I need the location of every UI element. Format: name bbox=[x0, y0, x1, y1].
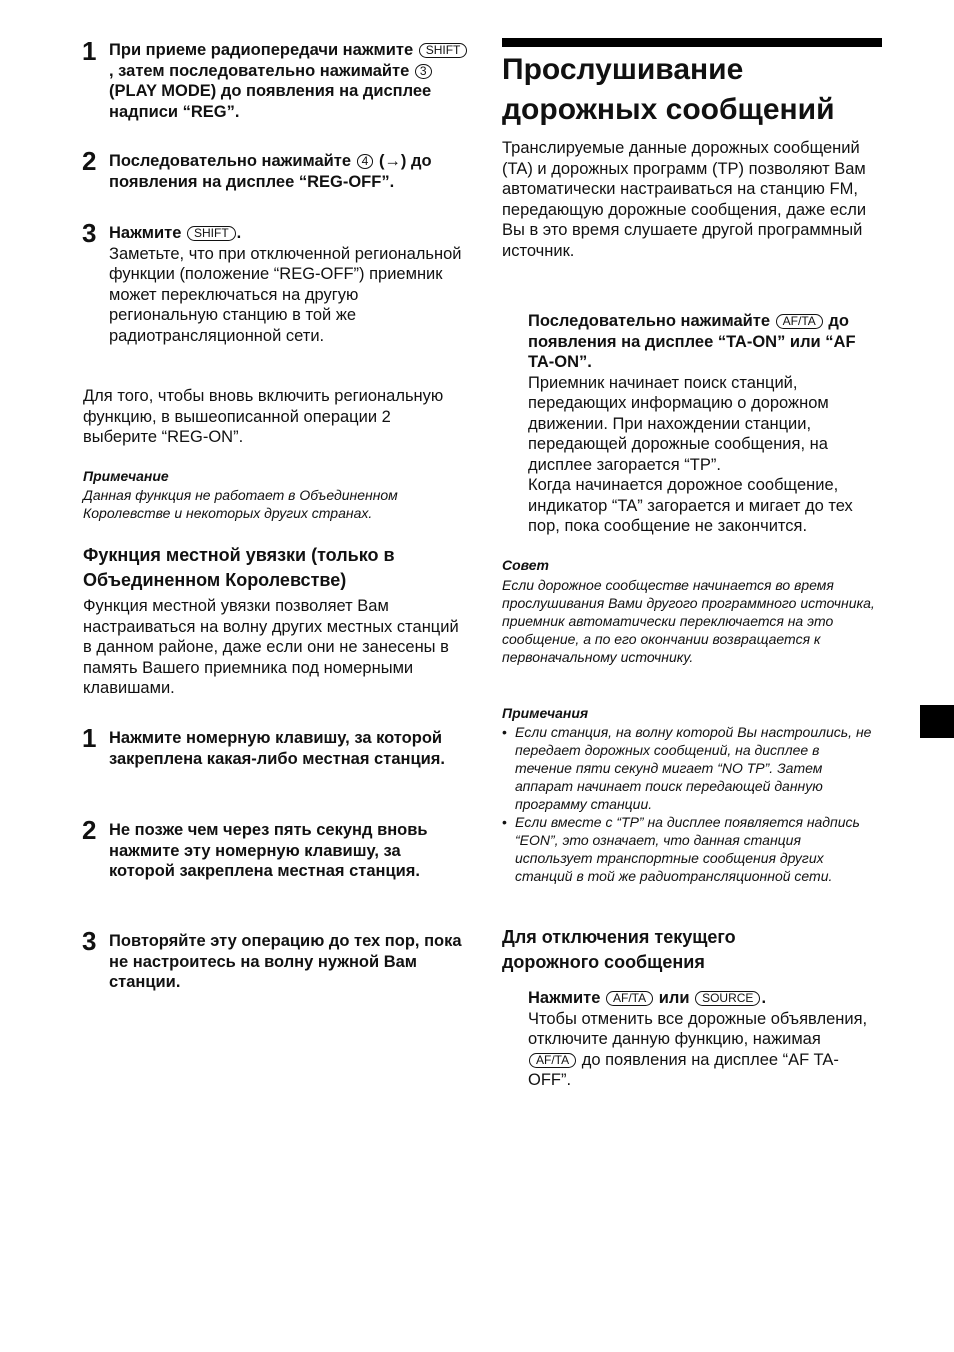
bullet-icon: • bbox=[502, 814, 507, 830]
note-heading: Примечание bbox=[83, 468, 169, 484]
instruction bbox=[528, 311, 883, 537]
step-text: (→) до появления на дисплее “REG-OFF”. bbox=[109, 152, 432, 191]
notes-list bbox=[502, 723, 880, 885]
step-text: Повторяйте эту операцию до тех пор, пока не настроитесь на волну нужной Вам станции. bbox=[109, 932, 462, 991]
step-number: 2 bbox=[82, 146, 97, 176]
step-text: Последовательно нажимайте bbox=[109, 152, 352, 170]
step-text: Нажмите bbox=[109, 224, 182, 242]
paragraph: Функция местной увязки позволяет Вам настраиваться на волну других местных станций в данном районе, даже если они не занесены в память Вашего приемника под номерными клавишами. bbox=[83, 597, 459, 697]
step-text: . bbox=[236, 224, 242, 242]
step-number: 1 bbox=[82, 723, 97, 753]
note-item bbox=[502, 813, 880, 885]
step-number: 3 bbox=[82, 218, 97, 248]
section-heading: Фукнция местной увязки (только в Объединенном Королевстве) bbox=[83, 545, 395, 590]
page-title: Прослушивание дорожных сообщений bbox=[502, 53, 835, 126]
body-text: Чтобы отменить все дорожные объявления, отключите данную функцию, нажимая bbox=[528, 1009, 868, 1048]
note-item-text: Если станция, на волну которой Вы настроились, не передает дорожных сообщений, на дисплее в течение пяти секунд мигает “NO TP”. Затем аппарат начинает поиск передающей данную программу станции. bbox=[515, 724, 872, 812]
source-key: SOURCE bbox=[695, 991, 760, 1006]
step-text: Не позже чем через пять секунд вновь нажмите эту номерную клавишу, за которой закреплена местная станция. bbox=[109, 821, 428, 880]
number-key-3: 3 bbox=[415, 64, 432, 79]
section-tab bbox=[920, 705, 954, 738]
step-3-body: Заметьте, что при отключенной региональной функции (положение “REG-OFF”) приемник может переключаться на другую региональную станцию в той же радиотрансляционной сети. bbox=[109, 244, 462, 345]
title-rule bbox=[502, 38, 882, 47]
af-ta-key: AF/TA bbox=[529, 1053, 576, 1068]
step-number: 2 bbox=[82, 815, 97, 845]
note-text: Данная функция не работает в Объединенном Королевстве и некоторых других странах. bbox=[83, 487, 398, 521]
number-key-4: 4 bbox=[357, 154, 374, 169]
intro-paragraph: Транслируемые данные дорожных сообщений (TA) и дорожных программ (TP) позволяют Вам автоматически настраиваться на станцию FM, передающую дорожные сообщения, даже если Вы в это время слушаете другой программный источник. bbox=[502, 139, 867, 260]
step-number: 1 bbox=[82, 36, 97, 66]
step-text: (PLAY MODE) до появления на дисплее надписи “REG”. bbox=[109, 82, 432, 121]
step-2-text bbox=[109, 151, 469, 192]
paragraph: Для того, чтобы вновь включить региональную функцию, в вышеописанной операции 2 выберите “REG-ON”. bbox=[83, 387, 444, 446]
shift-key: SHIFT bbox=[187, 226, 236, 241]
bullet-icon: • bbox=[502, 724, 507, 740]
cancel-body bbox=[528, 1009, 873, 1091]
instruction-body: Приемник начинает поиск станций, передающих информацию о дорожном движении. При нахождении станции, передающей дорожные сообщения, на дисплее загорается “TP”. Когда начинается дорожное сообщение, индикатор “TA” загорается и мигает до тех пор, пока сообщение не закончится. bbox=[528, 373, 853, 535]
step-text: При приеме радиопередачи нажмите bbox=[109, 41, 414, 59]
tip-heading: Совет bbox=[502, 557, 550, 573]
note-item bbox=[502, 723, 880, 813]
notes-heading: Примечания bbox=[502, 705, 589, 721]
step-1-text bbox=[109, 40, 469, 122]
instruction-text: Нажмите bbox=[528, 989, 601, 1007]
note-item-text: Если вместе с “TP” на дисплее появляется надпись “EON”, это означает, что данная станция использует транспортные сообщения других станций в той же радиотрансляционной сети. bbox=[515, 814, 860, 884]
section-heading: Для отключения текущего дорожного сообщения bbox=[502, 927, 736, 972]
instruction-text: или bbox=[658, 989, 690, 1007]
tip-text: Если дорожное сообществе начинается во время прослушивания Вами другого программного источника, приемник автоматически переключается на это сообщение, а по его окончании возвращается к первоначальному источнику. bbox=[502, 577, 875, 665]
step-number: 3 bbox=[82, 926, 97, 956]
cancel-instruction bbox=[528, 988, 873, 1091]
body-text: до появления на дисплее “AF TA-OFF”. bbox=[528, 1050, 839, 1089]
step-3-text bbox=[109, 223, 469, 346]
step-text: , затем последовательно нажимайте bbox=[109, 61, 410, 80]
instruction-text: Последовательно нажимайте bbox=[528, 312, 771, 330]
instruction-text: . bbox=[761, 989, 767, 1007]
step-text: Нажмите номерную клавишу, за которой закреплена какая-либо местная станция. bbox=[109, 729, 445, 768]
af-ta-key: AF/TA bbox=[776, 314, 823, 329]
instruction-text: до появления на дисплее “TA-ON” или “AF TA-ON”. bbox=[528, 312, 856, 371]
shift-key: SHIFT bbox=[419, 43, 468, 58]
af-ta-key: AF/TA bbox=[606, 991, 653, 1006]
